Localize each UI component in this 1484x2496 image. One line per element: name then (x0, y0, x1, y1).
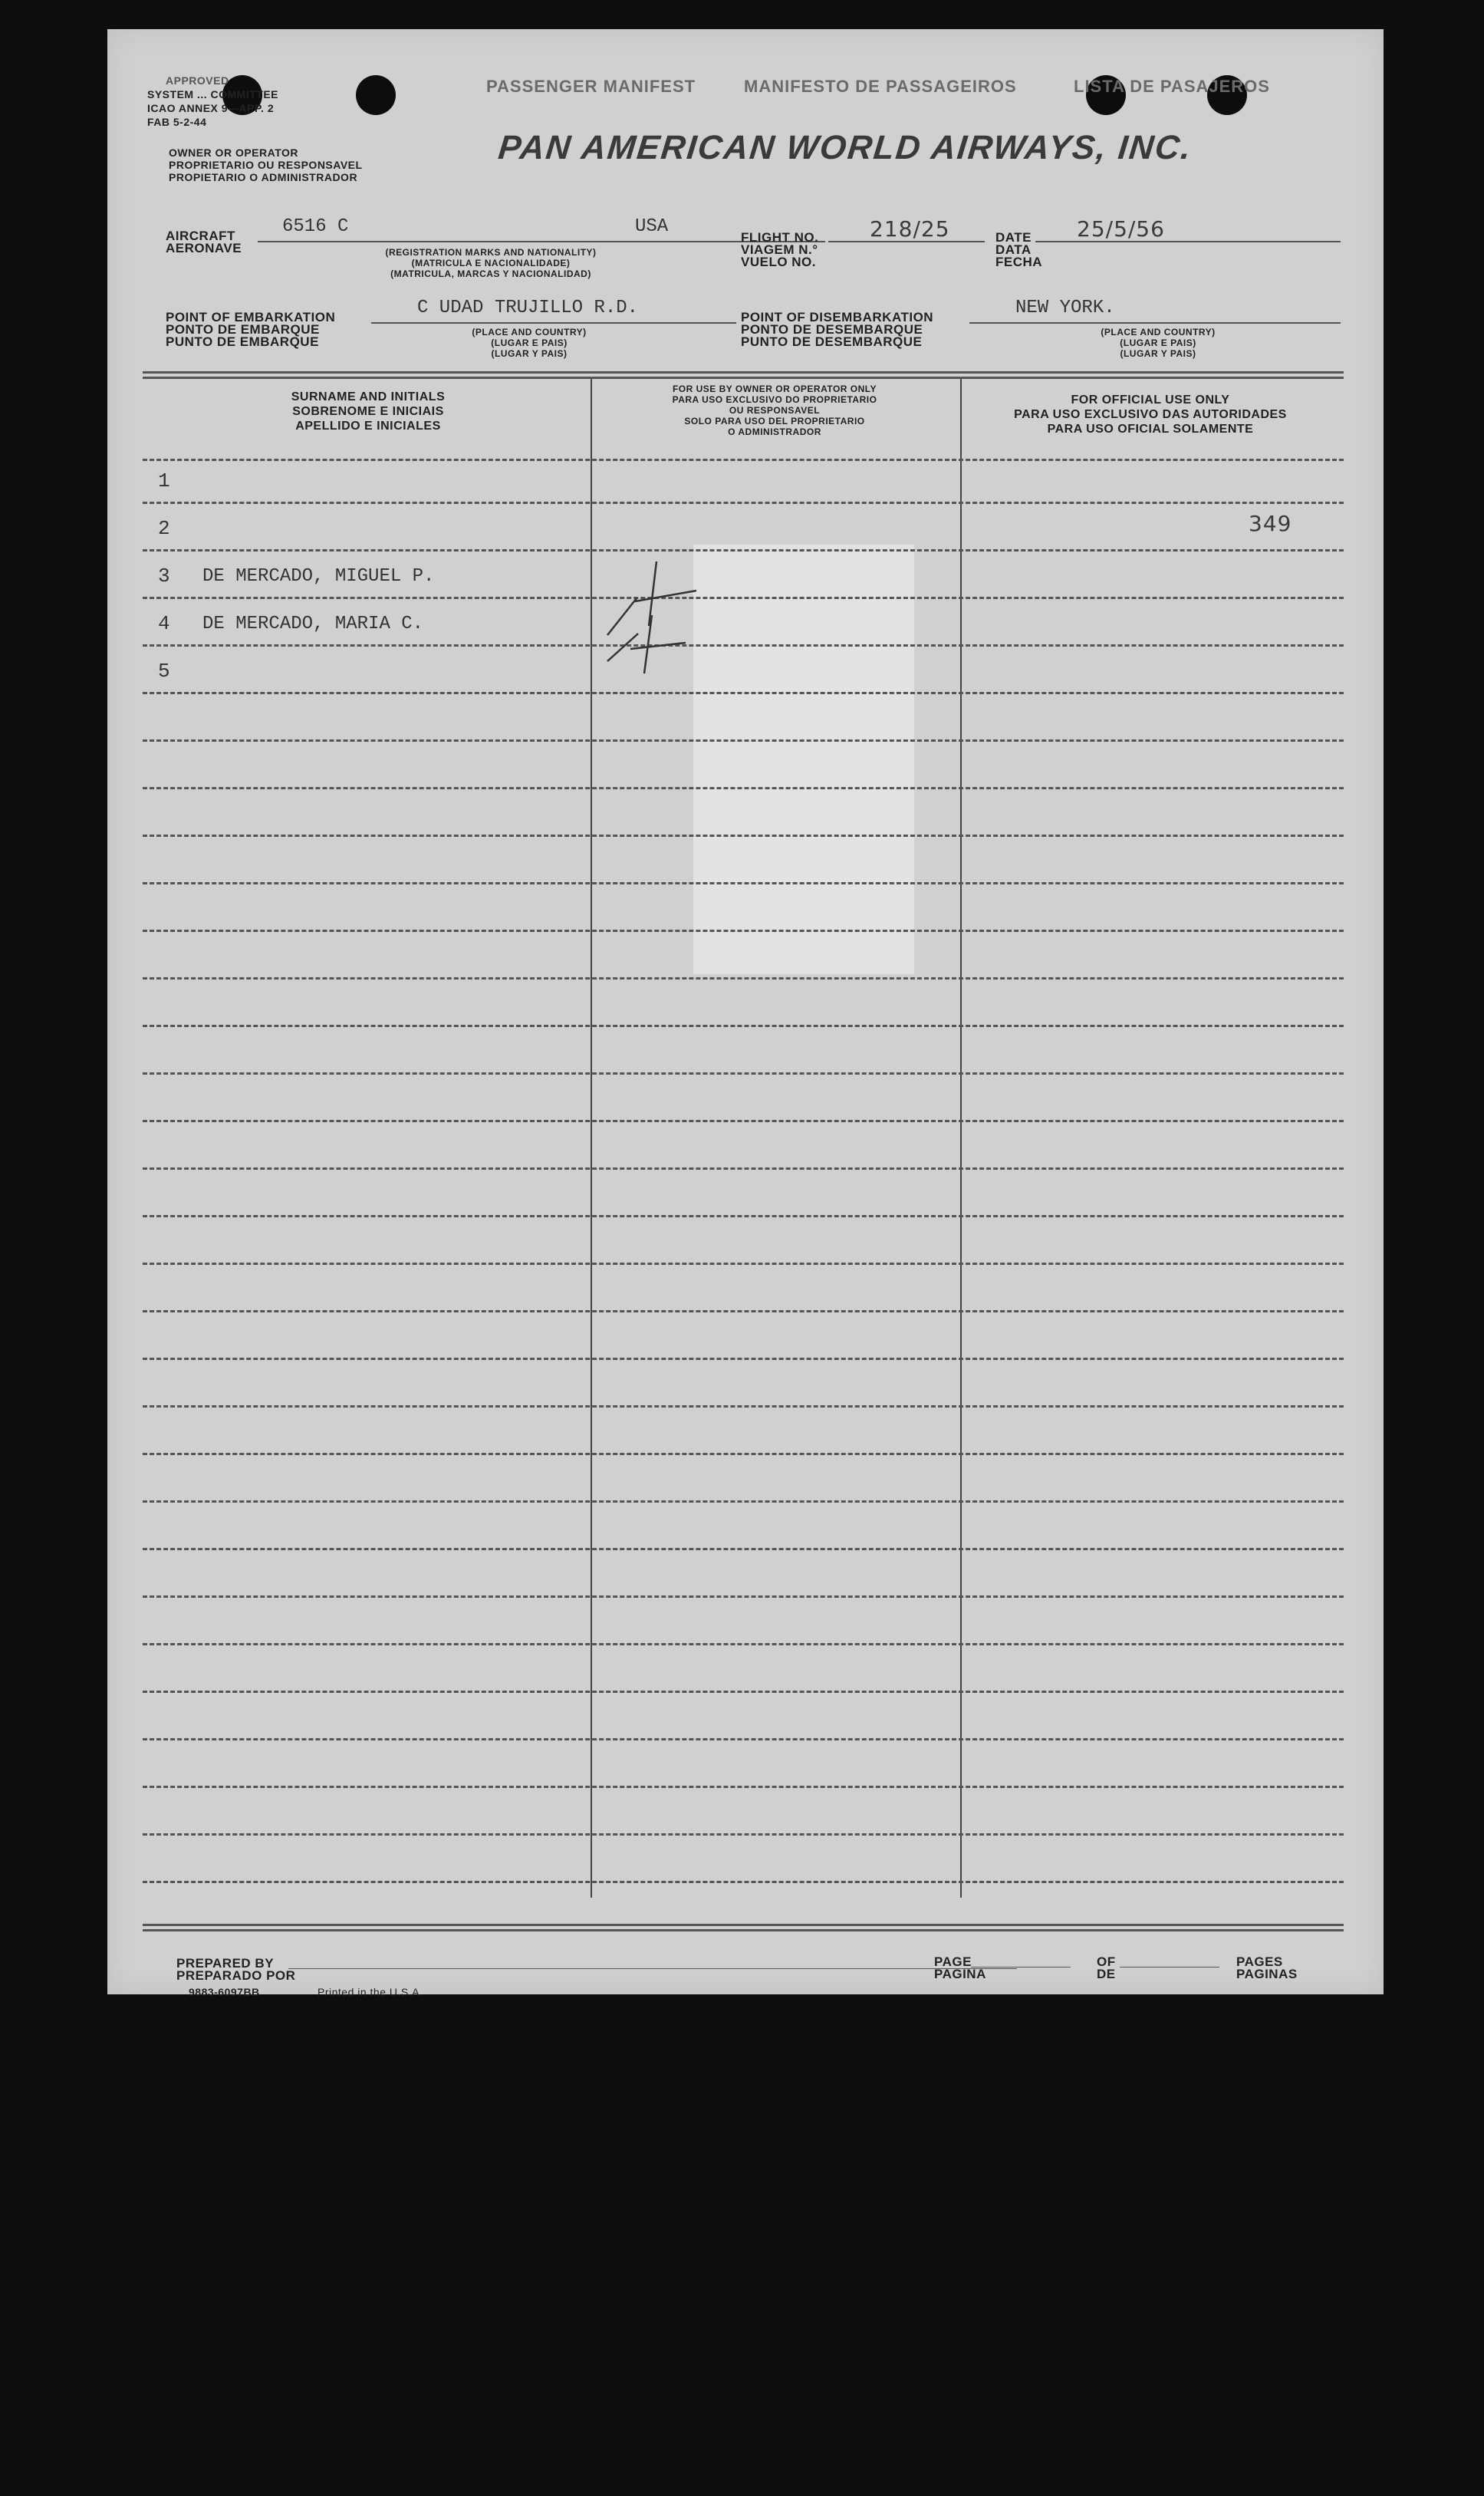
punch-hole (356, 75, 396, 115)
form-number: 9883-6097BB (189, 1986, 260, 1998)
official-mark: 349 (1249, 511, 1292, 536)
date-label-pt: DATA (995, 242, 1032, 257)
printed-note: Printed in the U.S.A. (318, 1986, 423, 1998)
aircraft-sub: (MATRICULA E NACIONALIDADE) (411, 258, 571, 268)
disembark-underline (969, 322, 1341, 324)
embark-label-pt: PONTO DE EMBARQUE (166, 322, 320, 337)
aircraft-nationality: USA (635, 216, 669, 237)
column-divider (960, 379, 962, 1898)
check-mark-row4 (607, 615, 686, 673)
approval-line: SYSTEM ... COMMITTEE (147, 88, 279, 100)
row-rule (143, 1215, 1344, 1217)
row-rule (143, 1548, 1344, 1550)
approval-line: FAB 5-2-44 (147, 116, 207, 128)
row-rule (143, 1500, 1344, 1503)
row-rule (143, 1167, 1344, 1170)
pages-label-en: PAGES (1236, 1954, 1283, 1969)
owner-label-en: OWNER OR OPERATOR (169, 147, 298, 159)
of-label-pt: DE (1097, 1967, 1116, 1981)
prepared-by-pt: PREPARADO POR (176, 1968, 296, 1983)
owner-label-pt: PROPRIETARIO OU RESPONSAVEL (169, 159, 363, 171)
page-label-pt: PAGINA (934, 1967, 986, 1981)
embark-value: C UDAD TRUJILLO R.D. (417, 298, 639, 318)
row-rule (143, 1595, 1344, 1598)
title-en: PASSENGER MANIFEST (486, 77, 696, 96)
date-label-es: FECHA (995, 255, 1043, 269)
col-head-official: FOR OFFICIAL USE ONLY PARA USO EXCLUSIVO DAS AUTORIDADES PARA USO OFICIAL SOLAMENTE (1014, 393, 1287, 436)
operator-check-marks (583, 535, 706, 689)
title-pt: MANIFESTO DE PASSAGEIROS (744, 77, 1017, 96)
pages-label-pt: PAGINAS (1236, 1967, 1298, 1981)
aircraft-label-pt: AERONAVE (166, 241, 242, 255)
disembark-label-en: POINT OF DISEMBARKATION (741, 310, 934, 324)
approval-line: APPROVED (166, 74, 229, 87)
aircraft-underline (258, 241, 825, 242)
row-rule (143, 1072, 1344, 1075)
row-rule (143, 1643, 1344, 1645)
check-mark-row3 (607, 561, 696, 635)
row-rule (143, 1453, 1344, 1455)
disembark-sub: (LUGAR E PAIS) (1120, 338, 1196, 348)
row-rule (143, 1691, 1344, 1693)
row-rule (143, 1263, 1344, 1265)
date-label-en: DATE (995, 230, 1032, 245)
owner-label-es: PROPIETARIO O ADMINISTRADOR (169, 171, 358, 183)
table-bottom-rule (143, 1924, 1344, 1926)
flight-label-pt: VIAGEM N.° (741, 242, 818, 257)
row-rule (143, 1833, 1344, 1836)
title-es: LISTA DE PASAJEROS (1074, 77, 1270, 96)
row-rule (143, 1786, 1344, 1788)
of-label-en: OF (1097, 1954, 1116, 1969)
page-label-en: PAGE (934, 1954, 972, 1969)
passenger-name: DE MERCADO, MARIA C. (202, 614, 424, 634)
col-head-names: SURNAME AND INITIALS SOBRENOME E INICIAIS APELLIDO E INICIALES (291, 390, 446, 433)
disembark-label-es: PUNTO DE DESEMBARQUE (741, 334, 923, 349)
row-rule (143, 1120, 1344, 1122)
embark-underline (371, 322, 736, 324)
row-rule (143, 1358, 1344, 1360)
row-rule (143, 1310, 1344, 1312)
row-number: 2 (158, 517, 170, 540)
header-rule (143, 459, 1344, 461)
embark-label-es: PUNTO DE EMBARQUE (166, 334, 319, 349)
table-bottom-rule (143, 1929, 1344, 1931)
row-number: 5 (158, 660, 170, 683)
approval-line: ICAO ANNEX 9—APP. 2 (147, 102, 275, 114)
table-top-rule (143, 377, 1344, 379)
correction-patch (693, 545, 914, 974)
aircraft-label-en: AIRCRAFT (166, 229, 235, 243)
disembark-value: NEW YORK. (1015, 298, 1115, 318)
row-number: 4 (158, 612, 170, 635)
row-rule (143, 977, 1344, 980)
disembark-sub: (LUGAR Y PAIS) (1120, 348, 1196, 359)
embark-sub: (LUGAR Y PAIS) (491, 348, 568, 359)
row-rule (143, 1025, 1344, 1027)
row-rule (143, 1738, 1344, 1740)
col-head-operator: FOR USE BY OWNER OR OPERATOR ONLY PARA USO EXCLUSIVO DO PROPRIETARIO OU RESPONSAVEL SOLO PARA USO DEL PROPRIETARIO O ADMINISTRADOR (672, 384, 877, 437)
embark-sub: (LUGAR E PAIS) (491, 338, 568, 348)
flight-underline (828, 241, 985, 242)
row-rule (143, 549, 1344, 552)
row-rule (143, 1405, 1344, 1408)
embark-sub: (PLACE AND COUNTRY) (472, 327, 587, 338)
row-number: 3 (158, 565, 170, 588)
row-rule (143, 502, 1344, 504)
aircraft-value: 6516 C (282, 216, 349, 237)
row-rule (143, 692, 1344, 694)
row-rule (143, 835, 1344, 837)
operator-name: PAN AMERICAN WORLD AIRWAYS, INC. (496, 129, 1194, 166)
row-rule (143, 597, 1344, 599)
flight-value: 218/25 (870, 216, 950, 242)
row-rule (143, 1881, 1344, 1883)
passenger-name: DE MERCADO, MIGUEL P. (202, 566, 435, 587)
aircraft-sub: (REGISTRATION MARKS AND NATIONALITY) (385, 247, 597, 258)
row-rule (143, 644, 1344, 647)
aircraft-sub: (MATRICULA, MARCAS Y NACIONALIDAD) (390, 268, 591, 279)
date-value: 25/5/56 (1077, 216, 1165, 242)
row-rule (143, 882, 1344, 884)
row-rule (143, 787, 1344, 789)
disembark-label-pt: PONTO DE DESEMBARQUE (741, 322, 923, 337)
date-underline (1035, 241, 1341, 242)
table-top-rule (143, 371, 1344, 374)
row-rule (143, 739, 1344, 742)
prepared-by-line (288, 1968, 1017, 1969)
row-rule (143, 930, 1344, 932)
manifest-sheet (107, 29, 1384, 1998)
prepared-by-en: PREPARED BY (176, 1956, 275, 1971)
row-number: 1 (158, 469, 170, 492)
flight-label-en: FLIGHT NO. (741, 230, 819, 245)
disembark-sub: (PLACE AND COUNTRY) (1101, 327, 1216, 338)
embark-label-en: POINT OF EMBARKATION (166, 310, 336, 324)
flight-label-es: VUELO NO. (741, 255, 817, 269)
